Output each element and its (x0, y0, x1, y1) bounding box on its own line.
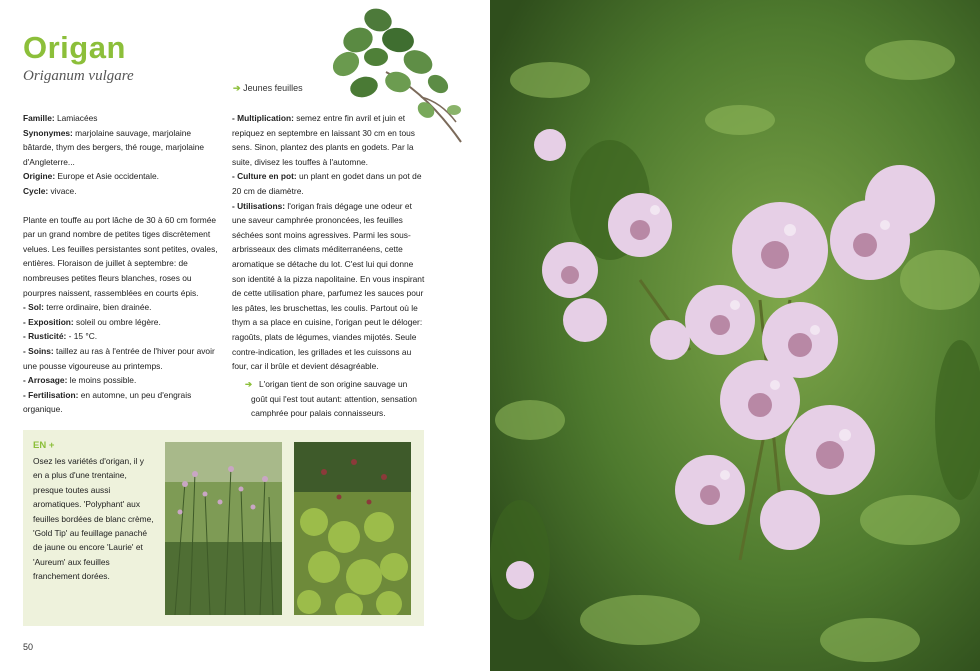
soins-value: taillez au ras à l'entrée de l'hiver pour avoir une pousse vigoureuse au printemps. (23, 345, 215, 371)
cycle-line (23, 184, 223, 199)
fertilisation-label: - Fertilisation: (23, 389, 79, 400)
synonymes-line (23, 126, 223, 170)
culture-value: un plant en godet dans un pot de 20 cm de diamètre. (232, 171, 422, 196)
multiplication-label: - Multiplication: (232, 113, 294, 123)
sol-label: - Sol: (23, 302, 44, 313)
synonymes-label: Synonymes: (23, 127, 73, 138)
cycle-label: Cycle: (23, 185, 49, 196)
oregano-flower-photo (490, 0, 980, 671)
latin-name: Origanum vulgare (23, 68, 134, 84)
cycle-value: vivace. (48, 185, 77, 196)
page-number: 50 (23, 642, 34, 652)
famille-value: Lamiacées (54, 113, 98, 123)
exposition-value: soleil ou ombre légère. (73, 316, 161, 327)
multiplication-value: semez entre fin avril et juin et repiquez en septembre en laissant 30 cm en tous sens. Sinon, plantez des plants en godets. Par la suite, divisez les touffes à l'automne. (232, 113, 415, 167)
sol-line (23, 300, 223, 315)
left-text-column (23, 111, 223, 417)
rusticite-line (23, 329, 223, 344)
famille-label: Famille: (23, 113, 55, 123)
fertilisation-value: en automne, un peu d'engrais organique. (23, 389, 192, 415)
rusticite-label: - Rusticité: (23, 331, 67, 342)
culture-line (232, 169, 427, 198)
sol-value: terre ordinaire, bien drainée. (43, 302, 152, 313)
tip-note (245, 377, 423, 421)
arrosage-label: - Arrosage: (23, 375, 68, 386)
en-plus-text: Osez les variétés d'origan, il y en a plus d'une trentaine, presque toutes aussi aromatiques. 'Polyphant' aux feuilles bordées de blanc crème, 'Gold Tip' au feuillage panaché de jaune ou encore 'Laurie' et 'Aureum' aux feuilles franchement dorées. (33, 456, 154, 582)
rusticite-value: - 15 °C. (66, 331, 98, 342)
plant-description: Plante en touffe au port lâche de 30 à 60 cm formée par un grand nombre de petites tiges discrètement velues. Les feuilles persistantes sont petites, ovales, entières. Floraison de juillet à septembre: de nombreuses petites fleurs blanches, roses ou pourpres naissent, rassemblées en courts épis. (23, 214, 218, 298)
oregano-field-photo (165, 442, 282, 615)
oregano-golden-foliage-photo (294, 442, 411, 615)
exposition-label: - Exposition: (23, 316, 74, 327)
origine-label: Origine: (23, 171, 56, 182)
en-plus-title: EN + (33, 440, 55, 451)
culture-label: - Culture en pot: (232, 171, 297, 182)
multiplication-line (232, 111, 427, 169)
en-plus-box (23, 430, 424, 626)
utilisations-line (232, 199, 427, 374)
arrosage-line (23, 373, 223, 388)
utilisations-value: l'origan frais dégage une odeur et une saveur camphrée prononcées, les feuilles séchées sont moins agressives. Parmi les sous-arbrisseaux des climats méditerranéens, cette aromatique se détache du lot. C'est lui qui donne son identité à la pizza napolitaine. En vous inspirant de cette utilisation phare, parfumez les sauces pour les pâtes, les bruschettas, les coulis. Partout où le thym a sa place en cuisine, l'origan peut le déloger: ragoûts, plats de légumes, viandes mijotés. Seule contre-indication, les grillades et les cuissons au four, car il brûle et devient désagréable. (232, 200, 425, 372)
caption-text: Jeunes feuilles (243, 83, 303, 93)
illustration-caption (233, 83, 303, 94)
arrosage-value: le moins possible. (67, 375, 137, 386)
exposition-line (23, 315, 223, 330)
tip-note-text: L'origan tient de son origine sauvage un goût qui l'est tout autant: attention, sensation camphrée pour palais connaisseurs. (251, 379, 417, 419)
arrow-right-icon: ➔ (245, 379, 253, 389)
right-text-column (232, 111, 427, 374)
soins-label: - Soins: (23, 345, 54, 356)
arrow-right-icon: ➔ (233, 83, 241, 93)
famille-line (23, 111, 223, 126)
synonymes-value: marjolaine sauvage, marjolaine bâtarde, thym des bergers, thé rouge, marjolaine d'Angleterre... (23, 127, 205, 167)
origine-line (23, 169, 223, 184)
utilisations-label: - Utilisations: (232, 200, 286, 211)
origine-value: Europe et Asie occidentale. (55, 171, 159, 182)
fertilisation-line (23, 388, 223, 417)
page-title: Origan (23, 30, 126, 65)
soins-line (23, 344, 223, 373)
